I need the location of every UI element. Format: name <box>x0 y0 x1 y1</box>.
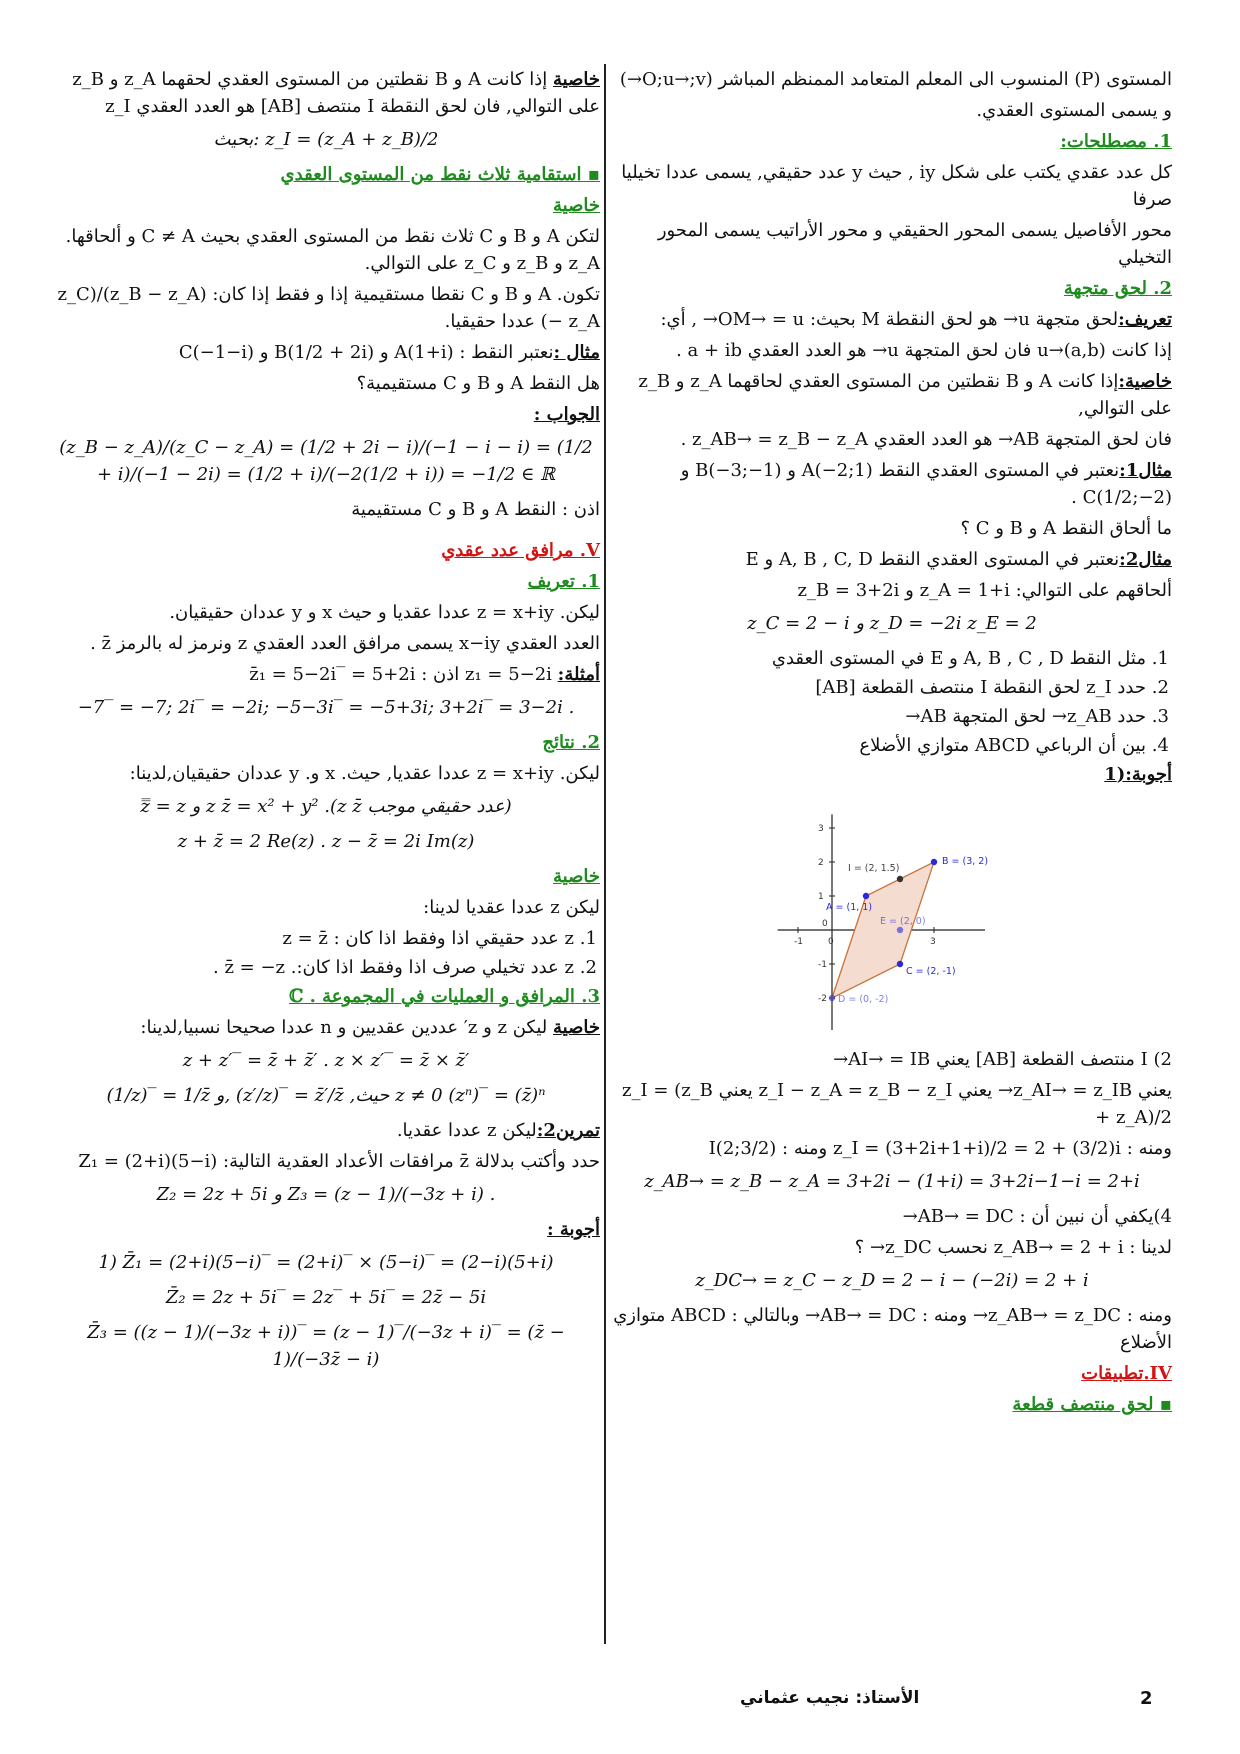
property-label: خاصية: <box>1118 371 1172 392</box>
intro-text: المستوى (P) المنسوب الى المعلم المتعامد الممنظم المباشر (O;u→;v→) <box>619 69 1172 90</box>
page-footer <box>0 1688 1240 1718</box>
answer4-line2: لدينا : z_AB→ = 2 + i نحسب z_DC→ ؟ <box>854 1237 1172 1258</box>
collinearity-conclusion: اذن : النقط A و B و C مستقيمية <box>351 499 600 520</box>
answer4-line1: 4)يكفي أن نبين أن : AB→ = DC→ <box>902 1206 1172 1227</box>
point-label-b: B = (3, 2) <box>942 856 989 867</box>
definition-text-2: إذا كانت u→(a,b) فان لحق المتجهة u→ هو العدد العقدي a + ib . <box>676 340 1172 361</box>
property-collinearity-label: خاصية <box>553 195 600 216</box>
x-tick-label: 3 <box>930 937 936 947</box>
examples-line1: z₁ = 5−2i اذن : z̄₁ = 5−2i‾ = 5+2i <box>249 664 552 685</box>
teacher-name: الأستاذ: نجيب عثماني <box>740 1688 920 1708</box>
example2-label: مثال2: <box>1119 549 1172 570</box>
column-divider <box>604 64 606 1644</box>
point-label-e: E = (2, 0) <box>880 916 926 927</box>
x-tick-label: 0 <box>828 937 834 947</box>
answer-label: الجواب : <box>533 404 600 425</box>
terms-p1: كل عدد عقدي يكتب على شكل iy , حيث y عدد حقيقي, يسمى عددا تخيليا صرفا <box>621 162 1172 210</box>
y-tick-label: -2 <box>818 994 827 1004</box>
property-midpoint-text: إذا كانت A و B نقطتين من المستوى العقدي لحقهما z_A و z_B على التوالي, فان لحق النقطة I منتصف [AB] هو العدد العقدي z_I <box>72 69 600 117</box>
terms-p2: محور الأفاصيل يسمى المحور الحقيقي و محور الأراتيب يسمى المحور التخيلي <box>657 220 1172 268</box>
definition-label: تعريف: <box>1118 309 1172 330</box>
definition-text: لحق متجهة u→ هو لحق النقطة M بحيث: OM→ = u→ , أي: <box>660 309 1119 330</box>
complex-plane-svg <box>732 800 1052 1030</box>
list-item: 2. حدد z_I لحق النقطة I منتصف القطعة [AB] <box>612 674 1146 701</box>
section-collinearity-title: ▪ استقامية ثلاث نقط من المستوى العقدي <box>280 164 600 185</box>
example2-items <box>612 645 1172 759</box>
left-column <box>52 64 600 1381</box>
y-tick-label: 0 <box>822 919 828 929</box>
conjugate-def-p1: ليكن. z = x+iy عددا عقديا و حيث x و y عددان حقيقيان. <box>169 602 600 623</box>
results-equation-2: z + z̄ = 2 Re(z) . z − z̄ = 2i Im(z) <box>177 831 475 852</box>
right-column <box>612 64 1172 1422</box>
property-text-2: فان لحق المتجهة AB→ هو العدد العقدي z_AB→ = z_B − z_A . <box>680 429 1172 450</box>
collinearity-answer-equation: (z_B − z_A)/(z_C − z_A) = (1/2 + 2i − i)/(−1 − i − i) = (1/2 + i)/(−1 − 2i) = (1/2 + i)/(−2(1/2 + i)) = −1/2 ∈ ℝ <box>59 437 593 485</box>
list-item: 4. بين أن الرباعي ABCD متوازي الأضلاع <box>612 732 1146 759</box>
example2-text: نعتبر في المستوى العقدي النقط A, B , C, D و E <box>745 549 1120 570</box>
answers2-line3: Z̄₃ = ((z − 1)/(−3z + i))‾ = (z − 1)‾/(−3z + i)‾ = (z̄ − 1)/(−3z̄ − i) <box>87 1322 565 1370</box>
answer2-line1: 2) I منتصف القطعة [AB] يعني AI→ = IB→ <box>833 1049 1172 1070</box>
page-number: 2 <box>1140 1688 1153 1709</box>
property-conjugate-text: ليكن z عددا عقديا لدينا: <box>423 897 600 918</box>
complex-plane-graph <box>732 800 1052 1038</box>
list-item: 2. z عدد تخيلي صرف اذا وفقط اذا كان:. z̄ = −z . <box>52 954 574 981</box>
answers-label: أجوبة:(1 <box>1104 764 1172 785</box>
exercise2-equation: Z₂ = 2z + 5i و Z₃ = (z − 1)/(−3z + i) . <box>156 1184 496 1205</box>
point-d <box>829 995 835 1001</box>
list-item: 3. حدد z_AB→ لحق المتجهة AB→ <box>612 703 1146 730</box>
section-conjugate-title: V. مرافق عدد عقدي <box>441 540 600 561</box>
property-operations-text: ليكن z و z′ عددين عقديين و n عددا صحيحا نسبيا,لدينا: <box>140 1017 548 1038</box>
operations-equation-2: (1/z)‾ = 1/z̄ و, (z′/z)‾ = z̄′/z̄ ,حيث z ≠ 0 (zⁿ)‾ = (z̄)ⁿ <box>106 1085 546 1106</box>
subsection-results-title: 2. نتائج <box>542 732 600 753</box>
point-i <box>897 876 903 882</box>
property-operations-label: خاصية <box>553 1017 600 1038</box>
y-tick-label: 1 <box>818 892 824 902</box>
point-label-c: C = (2, -1) <box>906 966 956 977</box>
y-tick-label: -1 <box>818 960 827 970</box>
x-tick-label: -1 <box>794 937 803 947</box>
results-p1: ليكن. z = x+iy عددا عقديا, حيث. x و. y عددان حقيقيان,لدينا: <box>129 763 600 784</box>
point-e <box>897 927 903 933</box>
example1-question: ما ألحاق النقط A و B و C ؟ <box>960 518 1172 539</box>
answer4-equation: z_DC→ = z_C − z_D = 2 − i − (−2i) = 2 + i <box>695 1270 1089 1291</box>
example-collinearity-question: هل النقط A و B و C مستقيمية؟ <box>356 373 600 394</box>
property-conjugate-items <box>52 925 600 981</box>
exercise2-text: ليكن z عددا عقديا. <box>396 1120 537 1141</box>
subsection-definition-title: 1. تعريف <box>527 571 600 592</box>
point-a <box>863 893 869 899</box>
answer2-line3: ومنه : z_I = (3+2i+1+i)/2 = 2 + (3/2)i ومنه : I(2;3/2) <box>708 1138 1172 1159</box>
answers2-line1: 1) Z̄₁ = (2+i)(5−i)‾ = (2+i)‾ × (5−i)‾ = (2−i)(5+i) <box>98 1252 554 1273</box>
section-applications-title: IV.تطبيقات <box>1081 1363 1172 1384</box>
answers2-label: أجوبة : <box>547 1219 600 1240</box>
list-item: 1. z عدد حقيقي اذا وفقط اذا كان : z = z̄ <box>52 925 574 952</box>
property-midpoint-label: خاصية <box>553 69 600 90</box>
answer4-line4: ومنه : z_AB→ = z_DC→ ومنه : AB→ = DC→ وبالتالي : ABCD متوازي الأضلاع <box>613 1305 1172 1353</box>
y-tick-label: 2 <box>818 858 824 868</box>
point-c <box>897 961 903 967</box>
answers2-line2: Z̄₂ = 2z + 5i‾ = 2z‾ + 5i‾ = 2z̄ − 5i <box>165 1287 487 1308</box>
subsection-midpoint-affix: ▪ لحق منتصف قطعة <box>1012 1394 1172 1415</box>
conjugate-def-p2: العدد العقدي x−iy يسمى مرافق العدد العقدي z ونرمز له بالرمز z̄ . <box>90 633 600 654</box>
list-item: 1. مثل النقط A, B , C , D و E في المستوى العقدي <box>612 645 1146 672</box>
example2-equation: z_C = 2 − i و z_D = −2i z_E = 2 <box>747 613 1037 634</box>
answer3-equation: z_AB→ = z_B − z_A = 3+2i − (1+i) = 3+2i−1−i = 2+i <box>644 1171 1140 1192</box>
y-tick-label: 3 <box>818 824 824 834</box>
exercise2-label: تمرين2: <box>536 1120 600 1141</box>
example1-label: مثال1: <box>1119 460 1172 481</box>
examples-label: أمثلة: <box>557 664 600 685</box>
point-label-i: I = (2, 1.5) <box>848 863 900 874</box>
examples-line2: −7‾ = −7; 2i‾ = −2i; −5−3i‾ = −5+3i; 3+2i‾ = 3−2i . <box>77 697 575 718</box>
section-terms-title: 1. مصطلحات: <box>1060 131 1172 152</box>
intro-text-2: و يسمى المستوى العقدي. <box>976 100 1172 121</box>
operations-equation-1: z + z′‾ = z̄ + z̄′ . z × z′‾ = z̄ × z̄′ <box>182 1050 470 1071</box>
example1-text: نعتبر في المستوى العقدي النقط A(−2;1) و B(−3;−1) و C(1/2;−2) . <box>680 460 1172 508</box>
midpoint-equation: بحيث: z_I = (z_A + z_B)/2 <box>213 129 439 150</box>
answer2-line2: يعني z_AI→ = z_IB→ يعني z_I − z_A = z_B − z_I يعني z_I = (z_B + z_A)/2 <box>622 1080 1172 1128</box>
point-label-d: D = (0, -2) <box>838 994 889 1005</box>
property-collinearity-text-2: تكون. A و B و C نقطا مستقيمية إذا و فقط إذا كان: (z_B − z_A)/(z_C − z_A) عددا حقيقيا. <box>57 284 600 332</box>
results-equation-1: z̿ = z و z z̄ = x² + y² .(z z̄ عدد حقيقي موجب) <box>140 796 512 817</box>
point-b <box>931 859 937 865</box>
example-collinearity-label: مثال : <box>553 342 600 363</box>
property-conjugate-label: خاصية <box>553 866 600 887</box>
point-label-a: A = (1, 1) <box>826 902 873 913</box>
section-vector-affix-title: 2. لحق متجهة <box>1063 278 1172 299</box>
example-collinearity-text: نعتبر النقط : A(1+i) و B(1/2 + 2i) و C(−1−i) <box>178 342 554 363</box>
example2-text-2: ألحاقهم على التوالي: z_A = 1+i و z_B = 3+2i <box>797 580 1172 601</box>
property-text: إذا كانت A و B نقطتين من المستوى العقدي لحاقهما z_A و z_B على التوالي, <box>638 371 1172 419</box>
exercise2-text-2: حدد وأكتب بدلالة z̄ مرافقات الأعداد العقدية التالية: Z₁ = (2+i)(5−i) <box>78 1151 600 1172</box>
property-collinearity-text: لتكن A و B و C ثلاث نقط من المستوى العقدي بحيث C ≠ A و ألحاقها. z_A و z_B و z_C على التوالي. <box>65 226 600 274</box>
subsection-operations-title: 3. المرافق و العمليات في المجموعة . ℂ <box>288 986 600 1007</box>
